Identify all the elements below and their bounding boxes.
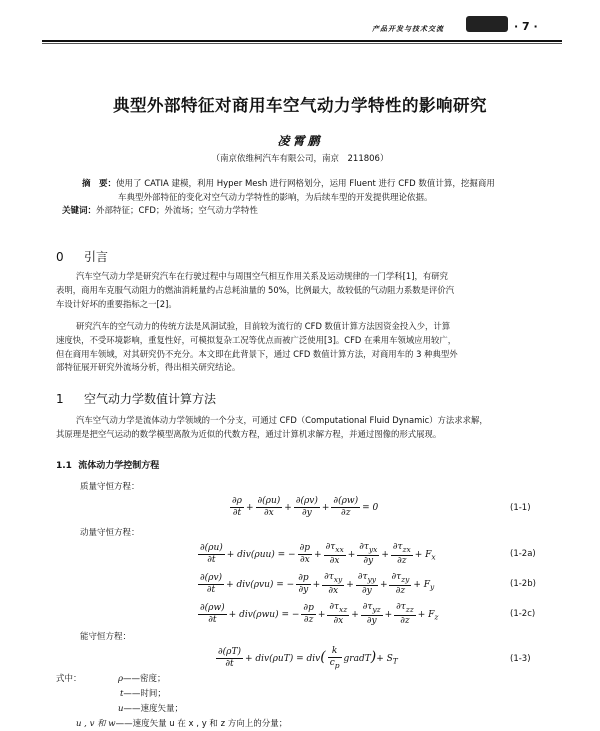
equation-1-3: $\frac{\partial(\rho T)}{\partial t}$ + div(ρuT) = div( $\frac{k}{c_p}$ gradT)+ $S_T$ bbox=[218, 646, 398, 670]
abstract-text-2: 车典型外部特征的变化对空气动力学特性的影响，为后续车型的开发提供理论依据。 bbox=[118, 192, 433, 203]
keywords-text: 外部特征；CFD；外流场；空气动力学特性 bbox=[96, 206, 258, 216]
momentum-conservation-label: 动量守恒方程： bbox=[80, 528, 140, 538]
equation-1-2b: $\frac{\partial(\rho v)}{\partial t}$ + div(ρvu) = − $\frac{\partial p}{\partial y}$ + $\frac{\partial\tau_{xy}}{\partial x}$ + $\frac{\partial\tau_{yy}}{\partial y}$ + $\frac{\partial\tau_{zy}}{\partial z}$ + $F_y$ bbox=[200, 572, 435, 596]
header-rule bbox=[42, 40, 562, 42]
abstract-text-1: 使用了 CATIA 建模，利用 Hyper Mesh 进行网格划分，运用 Fluent 进行 CFD 数值计算，挖掘商用 bbox=[116, 179, 495, 189]
author-affiliation: （南京依维柯汽车有限公司，南京 211806） bbox=[211, 154, 389, 164]
equation-number-1-2b: (1-2b) bbox=[510, 579, 536, 589]
definition-time: t——时间； bbox=[120, 689, 166, 699]
author-name: 凌霄鹏 bbox=[277, 134, 323, 148]
paper-title: 典型外部特征对商用车空气动力学特性的影响研究 bbox=[113, 96, 487, 115]
mass-conservation-label: 质量守恒方程： bbox=[80, 482, 140, 492]
section-1-paragraph: 汽车空气动力学是流体动力学领域的一个分支，可通过 CFD（Computational Fluid Dynamic）方法求求解， 其原理是把空气运动的数学模型离散为近似的代数方程，通过计算机求解方程，并通过图像的形式展现。 bbox=[56, 415, 488, 439]
definition-velocity: u——速度矢量； bbox=[118, 704, 183, 714]
equation-number-1-1: (1-1) bbox=[510, 503, 531, 513]
equation-number-1-2c: (1-2c) bbox=[510, 609, 536, 619]
subsection-1-1-heading: 1.1 流体动力学控制方程 bbox=[56, 461, 160, 471]
section-0-paragraph-1: 汽车空气动力学是研究汽车在行驶过程中与周围空气相互作用关系及运动规律的一门学科[1]，有研究 表明，商用车克服气动阻力的燃油消耗量约占总耗油量的 50%，比例最大，故较低的气动阻力系数是评价汽 车设计好坏的重要指标之一[2]。 bbox=[56, 271, 455, 309]
energy-conservation-label: 能守恒方程： bbox=[80, 632, 132, 642]
section-1-heading: 1 空气动力学数值计算方法 bbox=[56, 392, 217, 406]
page-number: · 7 · bbox=[514, 20, 538, 33]
definitions-intro: 式中： bbox=[56, 674, 82, 684]
equation-1-2a: $\frac{\partial(\rho u)}{\partial t}$ + div(ρuu) = − $\frac{\partial p}{\partial x}$ + $\frac{\partial\tau_{xx}}{\partial x}$ + $\frac{\partial\tau_{yx}}{\partial y}$ + $\frac{\partial\tau_{zx}}{\partial z}$ + $F_x$ bbox=[200, 542, 436, 566]
equation-number-1-3: (1-3) bbox=[510, 654, 531, 664]
section-0-paragraph-2: 研究汽车的空气动力的传统方法是风洞试验，目前较为流行的 CFD 数值计算方法因资金投入少，计算 速度快，不受环境影响，重复性好，可模拟复杂工况等优点而被广泛使用[3]。CFD 在乘用车领域应用较广， 但在商用车领域，对其研究仍不充分。本文即在此背景下，通过 CFD 数值计算方法，对商用车的 3 种典型外 部特征展开研究外流场分析，得出相关研究结论。 bbox=[56, 321, 458, 373]
header-rule-thin bbox=[42, 43, 562, 44]
definition-density: ρ——密度； bbox=[118, 674, 166, 684]
equation-number-1-2a: (1-2a) bbox=[510, 549, 536, 559]
equation-1-1: $\frac{\partial\rho}{\partial t}$ + $\frac{\partial(\rho u)}{\partial x}$ + $\frac{\partial(\rho v)}{\partial y}$ + $\frac{\partial(\rho w)}{\partial z}$ = 0 bbox=[232, 496, 379, 518]
definition-velocity-components: u , v 和 w——速度矢量 u 在 x , y 和 z 方向上的分量； bbox=[76, 719, 288, 729]
equation-1-2c: $\frac{\partial(\rho w)}{\partial t}$ + div(ρwu) = − $\frac{\partial p}{\partial z}$ + $\frac{\partial\tau_{xz}}{\partial x}$ + $\frac{\partial\tau_{yz}}{\partial y}$ + $\frac{\partial\tau_{zz}}{\partial z}$ + $F_z$ bbox=[200, 602, 439, 626]
keywords-label: 关键词： bbox=[62, 206, 97, 216]
journal-name: 产品开发与技术交流 bbox=[372, 25, 444, 33]
abstract bbox=[62, 178, 552, 219]
section-0-heading: 0 引言 bbox=[56, 250, 109, 264]
journal-logo bbox=[466, 16, 508, 32]
abstract-label: 摘 要： bbox=[82, 179, 117, 189]
